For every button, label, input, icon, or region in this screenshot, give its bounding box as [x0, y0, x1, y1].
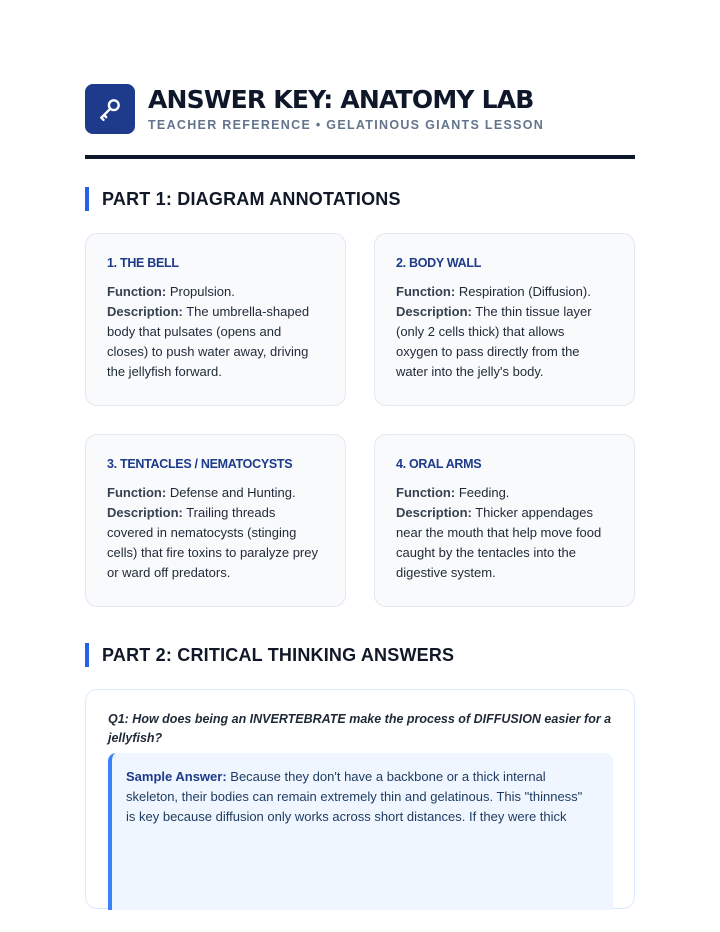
answer-line: skeleton, their bodies can remain extremely thin and gelatinous. This "thinness"	[126, 789, 583, 804]
question-card	[85, 689, 635, 909]
page-subtitle: TEACHER REFERENCE • GELATINOUS GIANTS LESSON	[148, 118, 545, 132]
card-title: 4. ORAL ARMS	[396, 457, 482, 471]
card-description-line: oxygen to pass directly from the	[396, 344, 580, 359]
card-description-line: near the mouth that help move food	[396, 525, 602, 540]
card-description-line: body that pulsates (opens and	[107, 324, 282, 339]
card-function: Function: Defense and Hunting.	[107, 485, 296, 500]
question-line: jellyfish?	[108, 731, 163, 745]
card-description: Description: The thin tissue layer	[396, 304, 592, 319]
card-function: Function: Feeding.	[396, 485, 510, 500]
card-description-line: closes) to push water away, driving	[107, 344, 309, 359]
card-description: Description: Trailing threads	[107, 505, 276, 520]
card-description-line: water into the jelly's body.	[396, 364, 544, 379]
header-logo	[85, 84, 135, 134]
sample-answer-box	[108, 753, 613, 910]
key-icon	[97, 96, 123, 122]
section-accent-bar	[85, 187, 89, 211]
card-title: 3. TENTACLES / NEMATOCYSTS	[107, 457, 293, 471]
annotation-card-tentacles	[85, 434, 346, 607]
card-title: 2. BODY WALL	[396, 256, 482, 270]
card-description: Description: The umbrella-shaped	[107, 304, 310, 319]
page-header	[85, 84, 635, 136]
annotation-card-oral-arms	[374, 434, 635, 607]
card-description-line: the jellyfish forward.	[107, 364, 222, 379]
section-accent-bar	[85, 643, 89, 667]
card-description-line: cells) that fire toxins to paralyze prey	[107, 545, 318, 560]
question-line: Q1: How does being an INVERTEBRATE make the process of DIFFUSION easier for a	[108, 712, 612, 726]
card-description: Description: Thicker appendages	[396, 505, 594, 520]
annotation-card-bell	[85, 233, 346, 406]
card-description-line: digestive system.	[396, 565, 496, 580]
card-description-line: (only 2 cells thick) that allows	[396, 324, 565, 339]
card-description-line: caught by the tentacles into the	[396, 545, 576, 560]
section-title: PART 1: DIAGRAM ANNOTATIONS	[102, 189, 401, 209]
section-heading-part1	[85, 187, 635, 211]
answer-first-line: Sample Answer: Because they don't have a backbone or a thick internal	[126, 769, 546, 784]
section-title: PART 2: CRITICAL THINKING ANSWERS	[102, 645, 455, 665]
card-description-line: or ward off predators.	[107, 565, 231, 580]
card-function: Function: Propulsion.	[107, 284, 235, 299]
section-heading-part2	[85, 643, 635, 667]
question-text	[108, 710, 613, 748]
card-title: 1. THE BELL	[107, 256, 179, 270]
card-function: Function: Respiration (Diffusion).	[396, 284, 591, 299]
card-description-line: covered in nematocysts (stinging	[107, 525, 297, 540]
answer-line: is key because diffusion only works across short distances. If they were thick	[126, 809, 567, 824]
page-title: ANSWER KEY: ANATOMY LAB	[148, 85, 534, 114]
header-divider	[85, 155, 635, 159]
annotation-card-body-wall	[374, 233, 635, 406]
